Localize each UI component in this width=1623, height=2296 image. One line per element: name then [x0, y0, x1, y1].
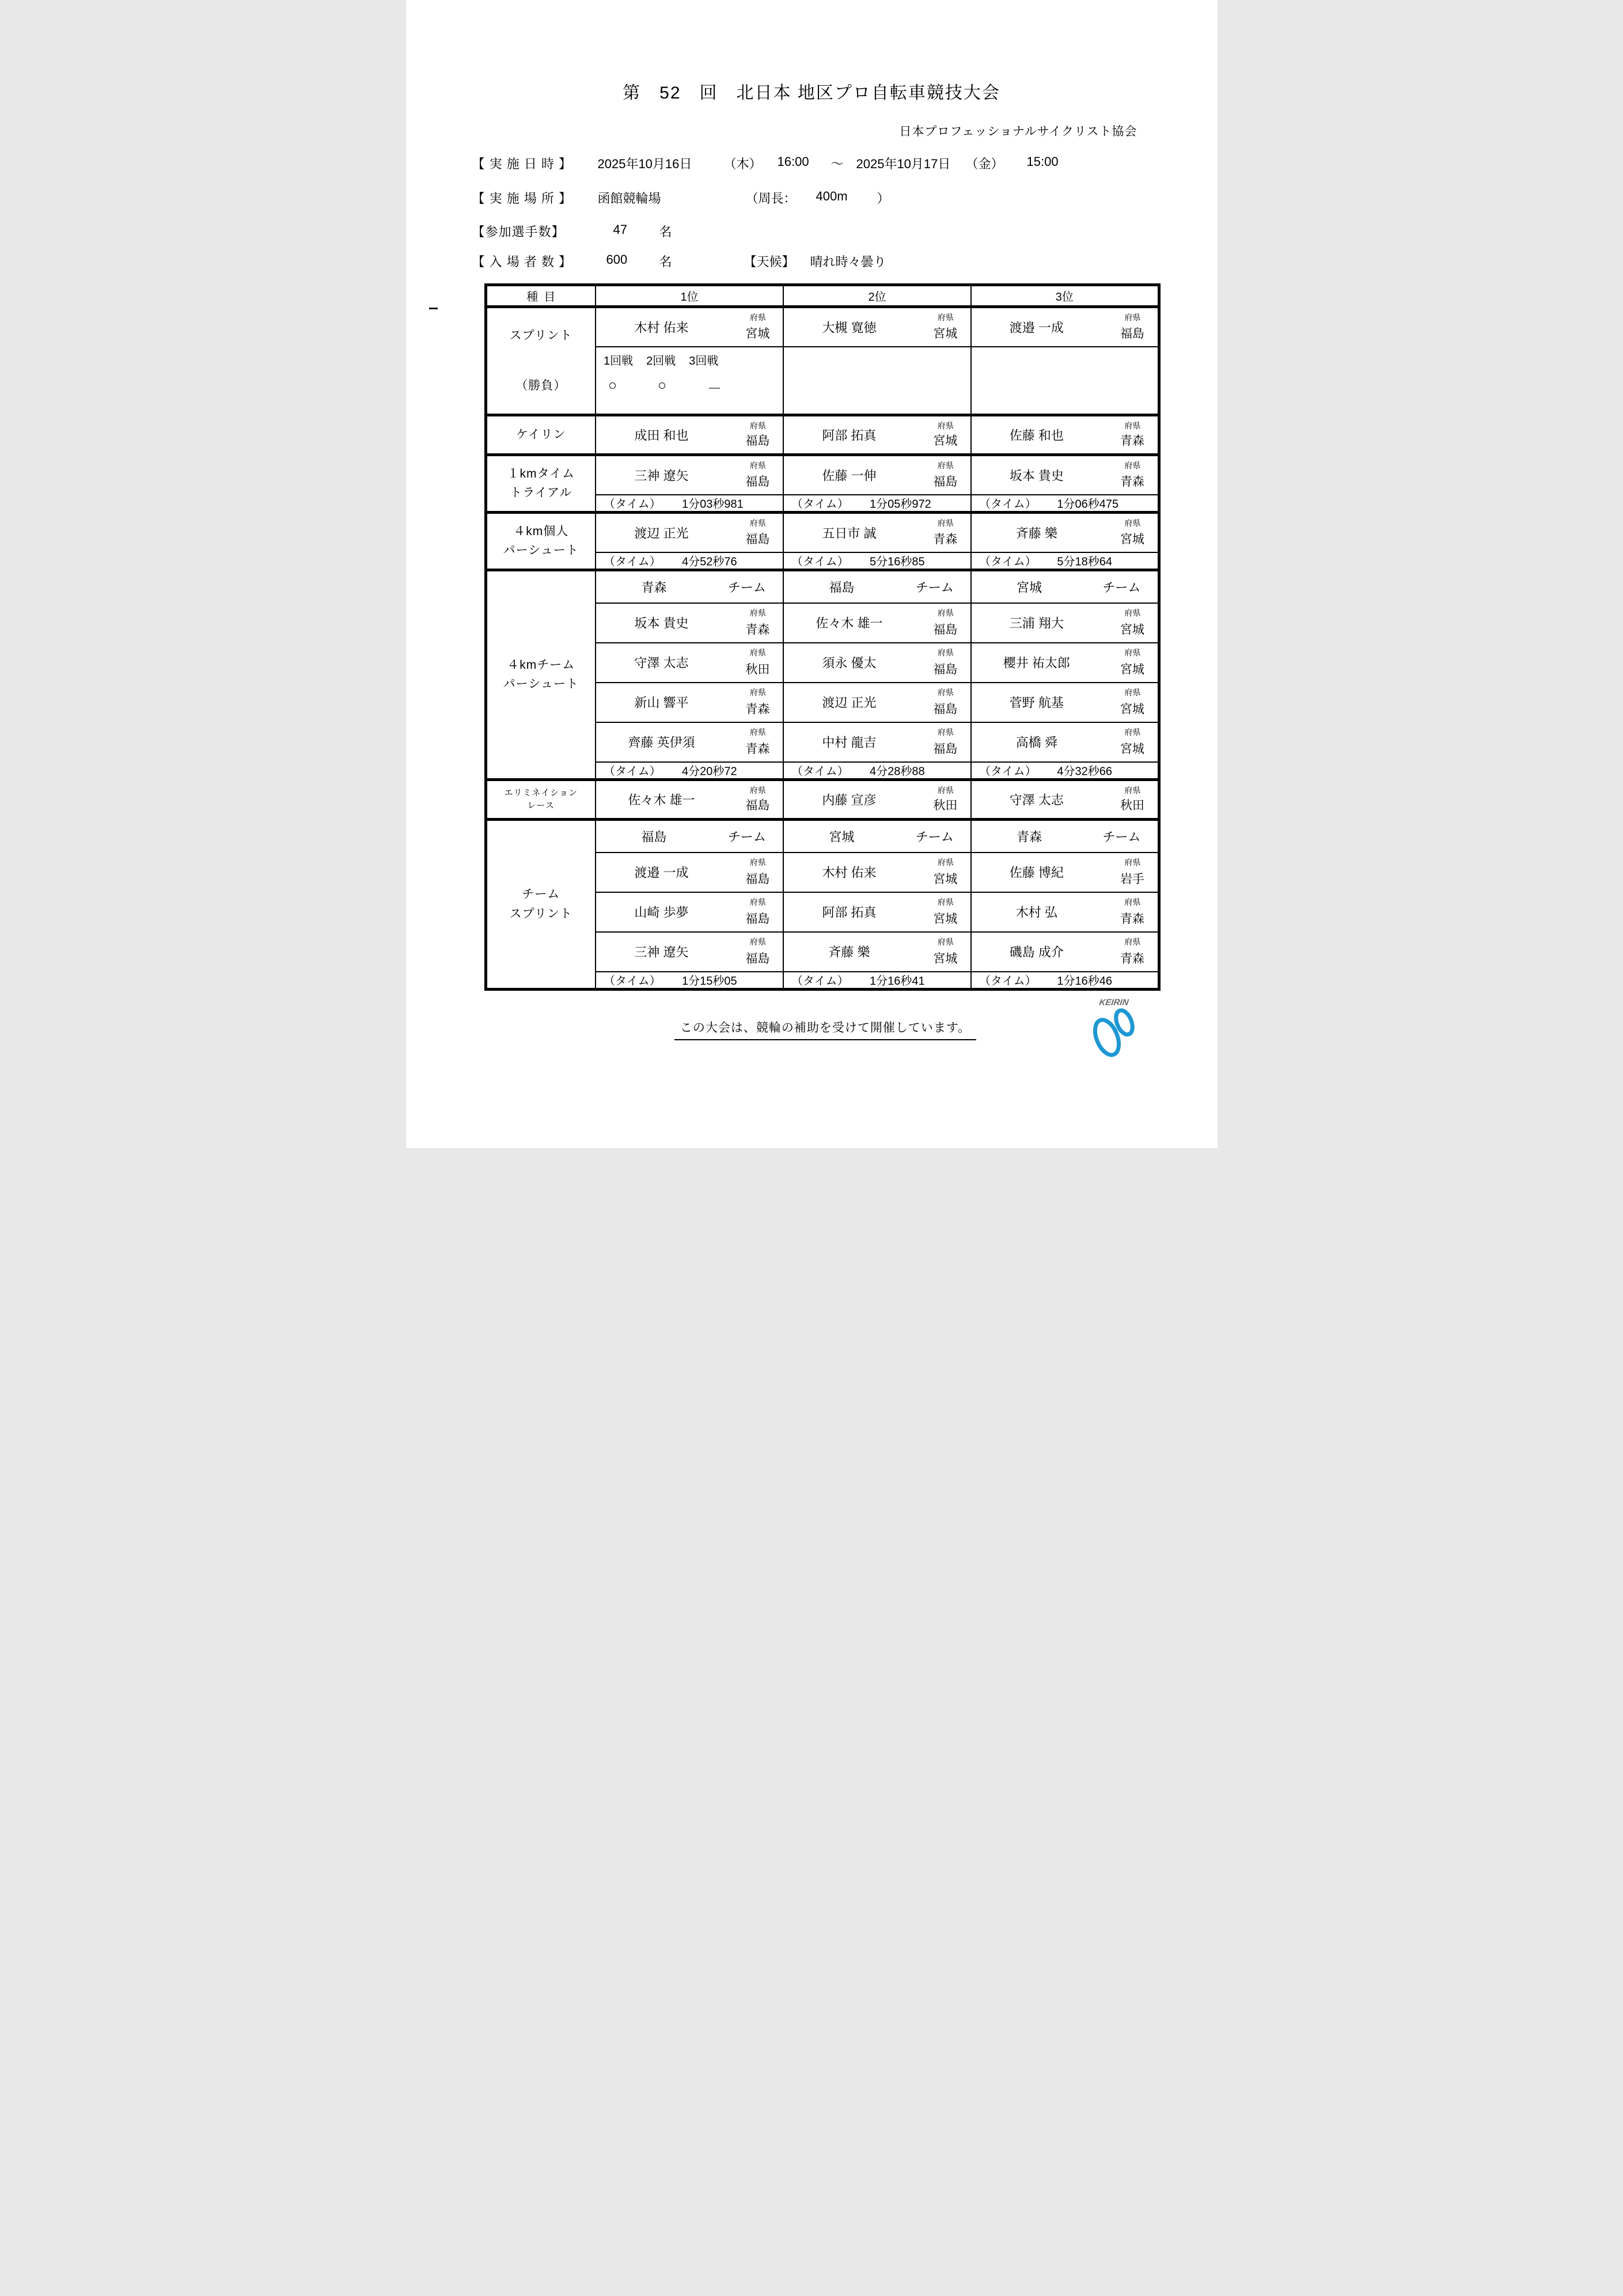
prefecture: 青森 — [745, 702, 770, 716]
end-time: 15:00 — [1026, 154, 1059, 169]
time-value: 4分32秒66 — [1057, 765, 1112, 778]
event-label — [487, 456, 596, 511]
rider-name: 大槻 寛徳 — [822, 320, 877, 335]
team-name: 福島 — [829, 580, 855, 595]
time-label: （タイム） — [791, 555, 849, 569]
rider-cell — [971, 853, 1159, 892]
prefecture-caption: 府県 — [937, 937, 954, 946]
team-name: 宮城 — [1016, 580, 1042, 595]
attendance-label: 【 入 場 者 数 】 — [472, 255, 572, 269]
time-label: （タイム） — [979, 555, 1037, 569]
rider-name: 佐々木 雄一 — [816, 616, 883, 631]
event-label-cell — [486, 820, 596, 990]
event-label-cell — [486, 455, 596, 513]
rider-cell — [596, 780, 783, 820]
table-row — [486, 570, 1159, 603]
team-suffix: チーム — [915, 829, 954, 844]
rider-cell — [783, 307, 971, 347]
time-label: （タイム） — [979, 975, 1037, 988]
prefecture-caption: 府県 — [937, 421, 954, 430]
team-cell — [783, 570, 971, 603]
keirin-wordmark: KEIRIN — [1098, 998, 1129, 1007]
prefecture-caption: 府県 — [1124, 786, 1141, 795]
round-label: 3回戦 — [689, 354, 719, 367]
table-row — [486, 455, 1159, 495]
rider-name: 五日市 誠 — [822, 526, 877, 541]
event-label — [487, 308, 596, 414]
rider-cell — [783, 722, 971, 762]
rider-name: 佐藤 博紀 — [1009, 865, 1064, 880]
rider-cell — [783, 603, 971, 643]
rider-cell — [783, 892, 971, 932]
event-label-line: ４kmチーム — [507, 658, 575, 672]
table-row — [486, 415, 1159, 455]
prefecture-caption: 府県 — [937, 461, 954, 470]
time-cell — [596, 972, 783, 990]
table-row — [486, 307, 1159, 347]
rider-name: 佐藤 一伸 — [822, 468, 877, 483]
rider-name: 三神 遼矢 — [634, 945, 689, 960]
end-date: 2025年10月17日 — [856, 157, 951, 171]
rider-name: 阿部 拓真 — [822, 428, 877, 443]
prefecture-caption: 府県 — [937, 897, 954, 907]
rider-cell — [596, 722, 783, 762]
team-cell — [971, 820, 1159, 853]
prefecture-caption: 府県 — [937, 313, 954, 322]
time-label: （タイム） — [791, 765, 849, 778]
participants-line — [406, 222, 1218, 240]
time-cell — [971, 495, 1159, 513]
prefecture: 宮城 — [1120, 702, 1144, 716]
prefecture: 岩手 — [1120, 872, 1144, 886]
rider-cell — [596, 603, 783, 643]
time-value: 1分16秒41 — [870, 975, 925, 988]
prefecture-caption: 府県 — [1124, 897, 1141, 907]
prefecture-caption: 府県 — [1124, 727, 1141, 737]
rider-name: 木村 弘 — [1015, 905, 1057, 920]
rider-name: 高橋 舜 — [1015, 735, 1057, 750]
team-cell — [783, 820, 971, 853]
event-label — [487, 514, 596, 569]
rider-cell — [971, 415, 1159, 455]
prefecture-caption: 府県 — [749, 647, 766, 657]
time-label: （タイム） — [604, 975, 661, 988]
rider-name: 齊藤 英伊須 — [628, 735, 695, 750]
rider-name: 三神 遼矢 — [634, 468, 689, 483]
team-name: 青森 — [641, 580, 667, 595]
prefecture: 福島 — [745, 434, 770, 448]
rider-name: 磯島 成介 — [1009, 945, 1064, 960]
time-label: （タイム） — [791, 975, 849, 988]
rider-name: 守澤 太志 — [634, 656, 689, 670]
prefecture-caption: 府県 — [1124, 461, 1141, 470]
track-length-label: （周長： — [745, 191, 797, 206]
prefecture: 福島 — [1120, 327, 1144, 340]
rider-name: 渡邉 一成 — [1009, 320, 1064, 335]
rider-cell — [596, 415, 783, 455]
participants-unit: 名 — [659, 225, 672, 239]
time-label: （タイム） — [791, 498, 849, 511]
rider-cell — [783, 683, 971, 722]
rider-cell — [596, 307, 783, 347]
rider-name: 櫻井 祐太郎 — [1003, 656, 1070, 670]
track-length-value: 400m — [816, 189, 848, 203]
rider-cell — [783, 643, 971, 683]
event-label — [487, 821, 596, 988]
prefecture-caption: 府県 — [1124, 313, 1141, 322]
prefecture: 宮城 — [1120, 742, 1144, 756]
rider-cell — [596, 455, 783, 495]
prefecture: 宮城 — [933, 434, 958, 448]
rider-name: 佐藤 和也 — [1009, 428, 1064, 443]
time-value: 5分16秒85 — [870, 555, 925, 569]
rider-cell — [596, 853, 783, 892]
event-label-cell — [486, 513, 596, 570]
rider-name: 菅野 航基 — [1009, 695, 1064, 710]
prefecture: 福島 — [745, 799, 770, 812]
rider-name: 中村 龍吉 — [822, 735, 877, 750]
rider-cell — [971, 780, 1159, 820]
prefecture: 秋田 — [1120, 799, 1144, 812]
event-label-line: スプリント — [509, 329, 572, 343]
prefecture-caption: 府県 — [937, 857, 954, 867]
rider-name: 阿部 拓真 — [822, 905, 877, 920]
column-header: 1位 — [596, 285, 783, 307]
time-cell — [971, 552, 1159, 570]
event-label-line: ケイリン — [515, 427, 566, 441]
rider-cell — [971, 603, 1159, 643]
empty-cell — [783, 347, 971, 415]
time-label: （タイム） — [979, 765, 1037, 778]
prefecture: 福島 — [933, 623, 958, 636]
round-label: 1回戦 — [604, 354, 634, 367]
event-label-line: チーム — [522, 888, 560, 901]
prefecture: 秋田 — [933, 799, 958, 812]
event-label-cell — [486, 307, 596, 415]
rider-name: 斉藤 樂 — [828, 945, 870, 960]
rider-name: 内藤 宣彦 — [822, 793, 877, 808]
rider-cell — [971, 683, 1159, 722]
round-mark: － — [707, 380, 722, 397]
time-value: 1分16秒46 — [1057, 975, 1112, 988]
prefecture-caption: 府県 — [1124, 857, 1141, 867]
time-value: 1分03秒981 — [682, 498, 744, 511]
time-cell — [783, 552, 971, 570]
prefecture: 青森 — [1120, 912, 1144, 926]
round-label: 2回戦 — [646, 354, 676, 367]
prefecture: 宮城 — [1120, 532, 1144, 546]
rider-name: 佐々木 雄一 — [628, 793, 695, 808]
venue-line — [406, 189, 1218, 206]
datetime-label: 【 実 施 日 時 】 — [472, 157, 572, 171]
implementation-datetime-line — [406, 154, 1218, 172]
rider-name: 木村 佑来 — [634, 320, 689, 335]
rider-name: 新山 響平 — [634, 695, 689, 710]
rider-cell — [971, 892, 1159, 932]
rider-name: 渡辺 正光 — [634, 526, 689, 541]
team-suffix: チーム — [915, 580, 954, 595]
table-row — [486, 513, 1159, 552]
prefecture-caption: 府県 — [749, 727, 766, 737]
rider-name: 渡辺 正光 — [822, 695, 877, 710]
document-page — [406, 0, 1218, 1148]
rider-name: 守澤 太志 — [1009, 793, 1064, 808]
rider-cell — [783, 780, 971, 820]
time-value: 4分52秒76 — [682, 555, 737, 569]
event-label-line: トライアル — [510, 486, 572, 499]
prefecture: 宮城 — [933, 872, 958, 886]
time-cell — [596, 495, 783, 513]
rider-name: 斉藤 樂 — [1015, 526, 1057, 541]
prefecture-caption: 府県 — [749, 313, 766, 322]
team-cell — [596, 820, 783, 853]
page-title: 第 52 回 北日本 地区プロ自転車競技大会 — [623, 84, 1000, 103]
time-cell — [783, 972, 971, 990]
prefecture: 福島 — [933, 475, 958, 488]
prefecture-caption: 府県 — [937, 647, 954, 657]
participants-label: 【参加選手数】 — [472, 225, 565, 239]
prefecture-caption: 府県 — [1124, 608, 1141, 617]
event-label-line: エリミネイション — [504, 787, 578, 798]
time-value: 4分20秒72 — [682, 765, 737, 778]
prefecture: 福島 — [745, 872, 770, 886]
round-labels — [604, 351, 718, 368]
prefecture: 福島 — [745, 952, 770, 965]
event-label-line: ４km個人 — [513, 524, 569, 538]
prefecture-caption: 府県 — [937, 687, 954, 697]
keirin-logo — [1091, 998, 1136, 1061]
team-name: 宮城 — [829, 829, 855, 844]
column-header: 種目 — [486, 285, 596, 307]
prefecture-caption: 府県 — [937, 727, 954, 737]
rider-name: 山崎 歩夢 — [634, 905, 689, 920]
empty-cell — [971, 347, 1159, 415]
prefecture-caption: 府県 — [749, 421, 766, 430]
prefecture-caption: 府県 — [749, 687, 766, 697]
prefecture: 福島 — [745, 912, 770, 926]
event-label-cell — [486, 415, 596, 455]
prefecture: 宮城 — [933, 952, 958, 965]
prefecture: 福島 — [745, 532, 770, 546]
prefecture-caption: 府県 — [937, 608, 954, 617]
event-label-cell — [486, 780, 596, 820]
rider-cell — [596, 643, 783, 683]
round-marks — [608, 377, 757, 398]
column-header: 3位 — [971, 285, 1159, 307]
prefecture-caption: 府県 — [749, 786, 766, 795]
rider-name: 坂本 貴史 — [634, 616, 689, 631]
team-name: 福島 — [641, 829, 667, 844]
participants-count: 47 — [613, 222, 627, 237]
event-label — [487, 416, 596, 453]
attendance-unit: 名 — [659, 255, 672, 269]
rider-cell — [971, 307, 1159, 347]
start-day-of-week: （木） — [723, 157, 762, 171]
time-cell — [971, 972, 1159, 990]
prefecture: 秋田 — [745, 662, 770, 676]
prefecture: 宮城 — [933, 327, 958, 340]
rider-name: 渡邉 一成 — [634, 865, 689, 880]
time-label: （タイム） — [604, 555, 661, 569]
prefecture-caption: 府県 — [1124, 937, 1141, 946]
prefecture: 青森 — [1120, 475, 1144, 488]
rider-cell — [783, 455, 971, 495]
track-length-close-paren: ） — [877, 191, 890, 206]
round-mark: ○ — [658, 377, 667, 393]
prefecture-caption: 府県 — [1124, 647, 1141, 657]
rider-name: 成田 和也 — [634, 428, 689, 443]
table-header-row — [486, 285, 1159, 307]
rider-name: 須永 優太 — [822, 656, 877, 670]
time-cell — [596, 552, 783, 570]
event-label — [487, 571, 596, 778]
team-suffix: チーム — [727, 580, 766, 595]
rider-cell — [783, 932, 971, 972]
time-value: 5分18秒64 — [1057, 555, 1112, 569]
weather-label: 【天候】 — [744, 255, 795, 269]
prefecture: 福島 — [933, 742, 958, 756]
prefecture-caption: 府県 — [749, 608, 766, 617]
venue-name: 函館競輪場 — [597, 191, 661, 206]
prefecture: 福島 — [933, 662, 958, 676]
attendance-count: 600 — [606, 252, 628, 267]
footer-note: この大会は、競輪の補助を受けて開催しています。 — [674, 1018, 976, 1040]
prefecture: 宮城 — [1120, 623, 1144, 636]
tilde-separator: ～ — [831, 157, 844, 171]
time-value: 1分06秒475 — [1057, 498, 1119, 511]
prefecture: 青森 — [745, 623, 770, 636]
time-value: 1分15秒05 — [682, 975, 737, 988]
prefecture-caption: 府県 — [749, 897, 766, 907]
team-suffix: チーム — [1102, 829, 1141, 844]
prefecture-caption: 府県 — [1124, 518, 1141, 528]
end-day-of-week: （金） — [965, 157, 1004, 171]
rider-cell — [596, 932, 783, 972]
rider-cell — [596, 892, 783, 932]
rider-cell — [596, 683, 783, 722]
event-label-line: （勝負） — [515, 378, 567, 392]
prefecture-caption: 府県 — [749, 857, 766, 867]
time-cell — [783, 762, 971, 780]
start-time: 16:00 — [777, 154, 809, 169]
rider-cell — [783, 853, 971, 892]
prefecture-caption: 府県 — [749, 937, 766, 946]
event-label-line: パーシュート — [503, 544, 579, 557]
prefecture: 青森 — [745, 742, 770, 756]
event-label-line: スプリント — [509, 907, 572, 920]
time-label: （タイム） — [604, 765, 661, 778]
rider-name: 木村 佑来 — [822, 865, 877, 880]
prefecture: 青森 — [1120, 434, 1144, 448]
prefecture-caption: 府県 — [1124, 421, 1141, 430]
prefecture: 福島 — [933, 702, 958, 716]
rider-cell — [971, 513, 1159, 552]
prefecture-caption: 府県 — [937, 518, 954, 528]
rider-cell — [971, 455, 1159, 495]
results-table — [484, 283, 1161, 991]
keirin-wheels-icon — [1091, 1007, 1136, 1060]
rider-name: 三浦 翔大 — [1009, 616, 1064, 631]
time-value: 1分05秒972 — [870, 498, 931, 511]
attendance-line — [406, 252, 1218, 270]
time-cell — [783, 495, 971, 513]
time-cell — [596, 762, 783, 780]
prefecture: 宮城 — [1120, 662, 1144, 676]
team-suffix: チーム — [1102, 580, 1141, 595]
prefecture: 青森 — [1120, 952, 1144, 965]
weather-value: 晴れ時々曇り — [810, 255, 886, 269]
rider-cell — [971, 643, 1159, 683]
prefecture-caption: 府県 — [749, 518, 766, 528]
prefecture-caption: 府県 — [1124, 687, 1141, 697]
rider-cell — [783, 415, 971, 455]
prefecture: 福島 — [745, 475, 770, 488]
prefecture-caption: 府県 — [749, 461, 766, 470]
event-label-line: パーシュート — [503, 677, 579, 691]
team-cell — [971, 570, 1159, 603]
rider-cell — [783, 513, 971, 552]
time-label: （タイム） — [979, 498, 1037, 511]
table-row — [486, 820, 1159, 853]
prefecture-caption: 府県 — [937, 786, 954, 795]
rider-cell — [596, 513, 783, 552]
venue-label: 【 実 施 場 所 】 — [472, 191, 572, 206]
team-cell — [596, 570, 783, 603]
event-label-line: レース — [527, 801, 555, 810]
sprint-rounds-cell — [596, 347, 783, 415]
time-cell — [971, 762, 1159, 780]
rider-cell — [971, 932, 1159, 972]
table-row — [486, 780, 1159, 820]
organization-name: 日本プロフェッショナルサイクリスト協会 — [899, 125, 1137, 138]
rider-name: 坂本 貴史 — [1009, 468, 1064, 483]
time-label: （タイム） — [604, 498, 661, 511]
prefecture: 宮城 — [745, 327, 770, 340]
start-date: 2025年10月16日 — [597, 157, 692, 171]
round-mark: ○ — [608, 377, 617, 393]
column-header: 2位 — [783, 285, 971, 307]
event-label-line: １kmタイム — [507, 467, 575, 480]
prefecture: 宮城 — [933, 912, 958, 926]
prefecture: 青森 — [933, 532, 958, 546]
event-label-cell — [486, 570, 596, 780]
stray-tick-mark — [429, 308, 438, 309]
rider-cell — [971, 722, 1159, 762]
event-label — [487, 781, 596, 818]
team-name: 青森 — [1016, 829, 1042, 844]
team-suffix: チーム — [727, 829, 766, 844]
time-value: 4分28秒88 — [870, 765, 925, 778]
